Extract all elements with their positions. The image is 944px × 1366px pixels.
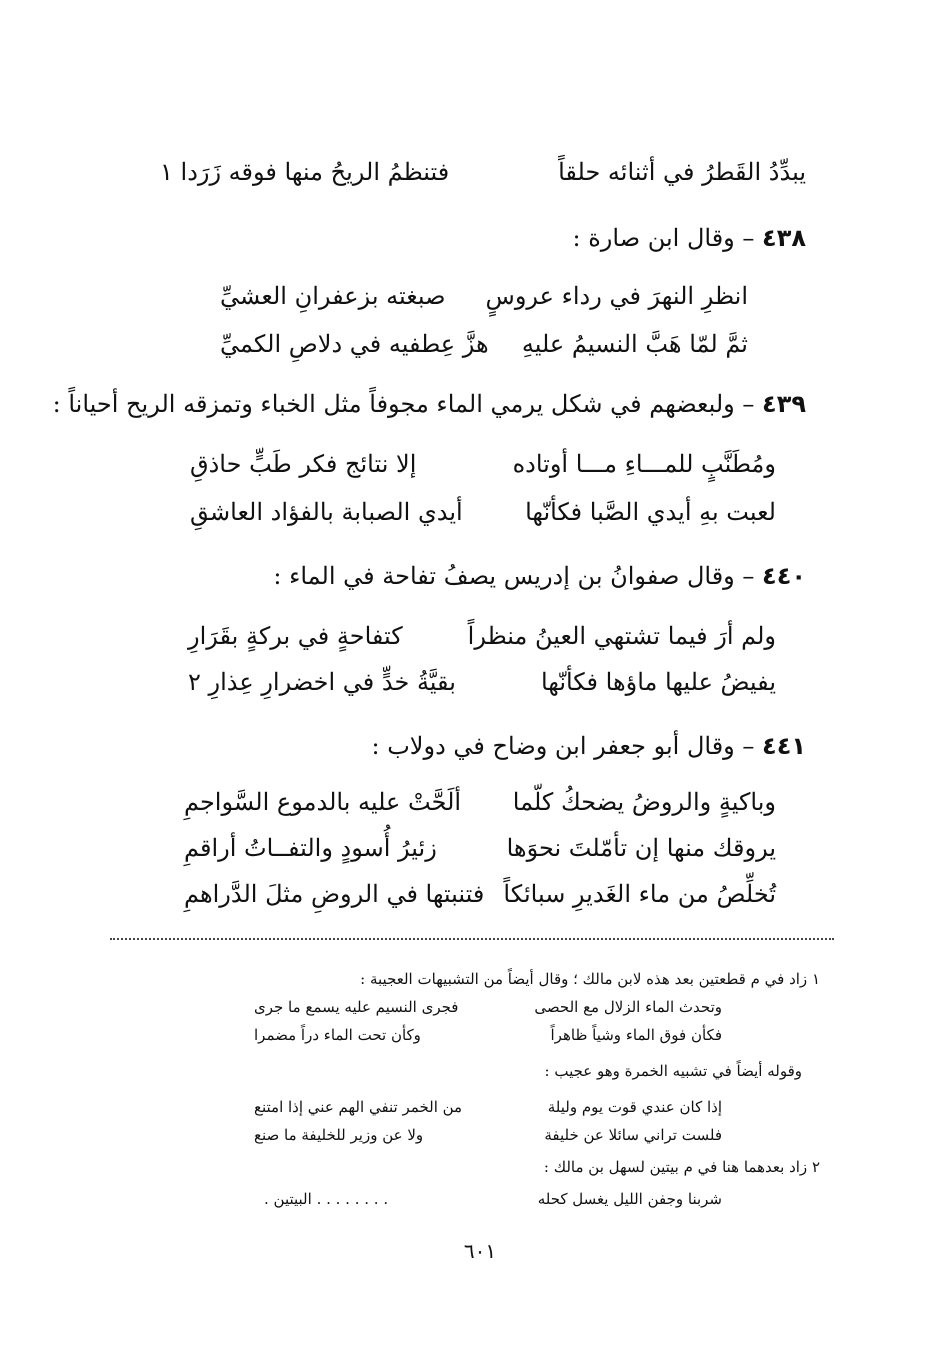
footnote-verse-row bbox=[254, 994, 722, 1020]
verse-row bbox=[184, 872, 776, 916]
verse-second-hemistich: إلا نتائج فكر طَبٍّ حاذقِ bbox=[190, 450, 417, 478]
verse-first-hemistich: يبدِّدُ القَطرُ في أثنائه حلقاً bbox=[558, 158, 806, 186]
footnote-1-intro: ١ زاد في م قطعتين بعد هذه لابن مالك ؛ وقال أيضاً من التشبيهات العجيبة : bbox=[360, 970, 820, 988]
verse-first-hemistich: وتحدث الماء الزلال مع الحصى bbox=[534, 998, 722, 1016]
verse-second-hemistich: ألَحَّتْ عليه بالدموع السَّواجمِ bbox=[184, 788, 462, 816]
verse-first-hemistich: فلست تراني سائلا عن خليفة bbox=[544, 1126, 722, 1144]
verse-second-hemistich: كتفاحةٍ في بركةٍ بقَرَارِ bbox=[188, 622, 403, 650]
verse-second-hemistich: وكأن تحت الماء دراً مضمرا bbox=[254, 1026, 421, 1044]
verse-row bbox=[184, 826, 776, 870]
verse-second-hemistich: بقيَّةُ خدٍّ في اخضرارِ عِذارِ ٢ bbox=[188, 668, 456, 696]
section-intro: – وقال أبو جعفر ابن وضاح في دولاب : bbox=[371, 732, 755, 760]
verse-second-hemistich: . . . . . . . . البيتين . bbox=[264, 1190, 389, 1208]
verse-row bbox=[184, 780, 776, 824]
section-number: ٤٣٩ bbox=[762, 390, 806, 418]
verse-first-hemistich: لعبت بهِ أيدي الصَّبا فكأنّها bbox=[525, 498, 776, 526]
section-number: ٤٤٠ bbox=[762, 562, 806, 590]
verse-second-hemistich: أيدي الصبابة بالفؤاد العاشقِ bbox=[190, 498, 463, 526]
verse-first-hemistich: يفيضُ عليها ماؤها فكأنّها bbox=[540, 668, 776, 696]
verse-second-hemistich: فجرى النسيم عليه يسمع ما جرى bbox=[254, 998, 459, 1016]
verse-row bbox=[190, 490, 776, 534]
verse-second-hemistich: زئيرُ أُسودٍ والتفــاتُ أراقمِ bbox=[184, 834, 437, 862]
verse-second-hemistich: صبغته بزعفرانِ العشيِّ bbox=[220, 282, 446, 310]
section-header-440 bbox=[273, 556, 806, 596]
verse-first-hemistich: تُخلِّصُ من ماء الغَديرِ سبائكاً bbox=[503, 880, 776, 908]
footnote-verse-row bbox=[254, 1022, 722, 1048]
verse-row bbox=[220, 322, 748, 366]
verse-row bbox=[188, 614, 776, 658]
verse-first-hemistich: يروقك منها إن تأمّلتَ نحوَها bbox=[506, 834, 776, 862]
section-intro: – وقال ابن صارة : bbox=[572, 224, 755, 252]
verse-first-hemistich: انظرِ النهرَ في رداء عروسٍ bbox=[485, 282, 748, 310]
verse-row bbox=[220, 274, 748, 318]
section-header-438 bbox=[573, 218, 806, 258]
verse-second-hemistich: من الخمر تنفي الهم عني إذا امتنع bbox=[254, 1098, 463, 1116]
section-header-439 bbox=[53, 384, 806, 424]
footnote-divider bbox=[110, 938, 834, 940]
footnote-1-intro-2: وقوله أيضاً في تشبيه الخمرة وهو عجيب : bbox=[544, 1062, 802, 1080]
verse-first-hemistich: ولم أرَ فيما تشتهي العينُ منظراً bbox=[467, 622, 776, 650]
verse-first-hemistich: شربنا وجفن الليل يغسل كحله bbox=[537, 1190, 722, 1208]
verse-first-hemistich: ومُطَنَّبٍ للمـــاءِ مـــا أوتاده bbox=[512, 450, 776, 478]
verse-row bbox=[190, 442, 776, 486]
verse-second-hemistich: هزَّ عِطفيه في دلاصِ الكميِّ bbox=[220, 330, 489, 358]
verse-first-hemistich: ثمَّ لمّا هَبَّ النسيمُ عليهِ bbox=[521, 330, 748, 358]
verse-first-hemistich: إذا كان عندي قوت يوم وليلة bbox=[547, 1098, 722, 1116]
footnote-verse-row bbox=[254, 1094, 722, 1120]
verse-first-hemistich: فكأن فوق الماء وشياً ظاهراً bbox=[550, 1026, 722, 1044]
verse-row bbox=[188, 660, 776, 704]
footnote-verse-row bbox=[264, 1186, 722, 1212]
page-number: ٦٠١ bbox=[463, 1239, 497, 1263]
top-verse bbox=[160, 150, 806, 194]
section-intro: – وقال صفوانُ بن إدريس يصفُ تفاحة في الماء : bbox=[273, 562, 755, 590]
section-header-441 bbox=[372, 726, 807, 766]
verse-second-hemistich: ولا عن وزير للخليفة ما صنع bbox=[254, 1126, 424, 1144]
section-intro: – ولبعضهم في شكل يرمي الماء مجوفاً مثل الخباء وتمزقه الريح أحياناً : bbox=[52, 390, 755, 418]
verse-second-hemistich: فتنبتها في الروضِ مثلَ الدَّراهمِ bbox=[184, 880, 485, 908]
section-number: ٤٣٨ bbox=[762, 224, 806, 252]
verse-second-hemistich: فتنظمُ الريحُ منها فوقه زَرَدا ١ bbox=[160, 158, 450, 186]
verse-first-hemistich: وباكيةٍ والروضُ يضحكُ كلّما bbox=[512, 788, 776, 816]
footnote-verse-row bbox=[254, 1122, 722, 1148]
footnote-2-intro: ٢ زاد بعدهما هنا في م بيتين لسهل بن مالك : bbox=[543, 1158, 820, 1176]
section-number: ٤٤١ bbox=[762, 732, 806, 760]
